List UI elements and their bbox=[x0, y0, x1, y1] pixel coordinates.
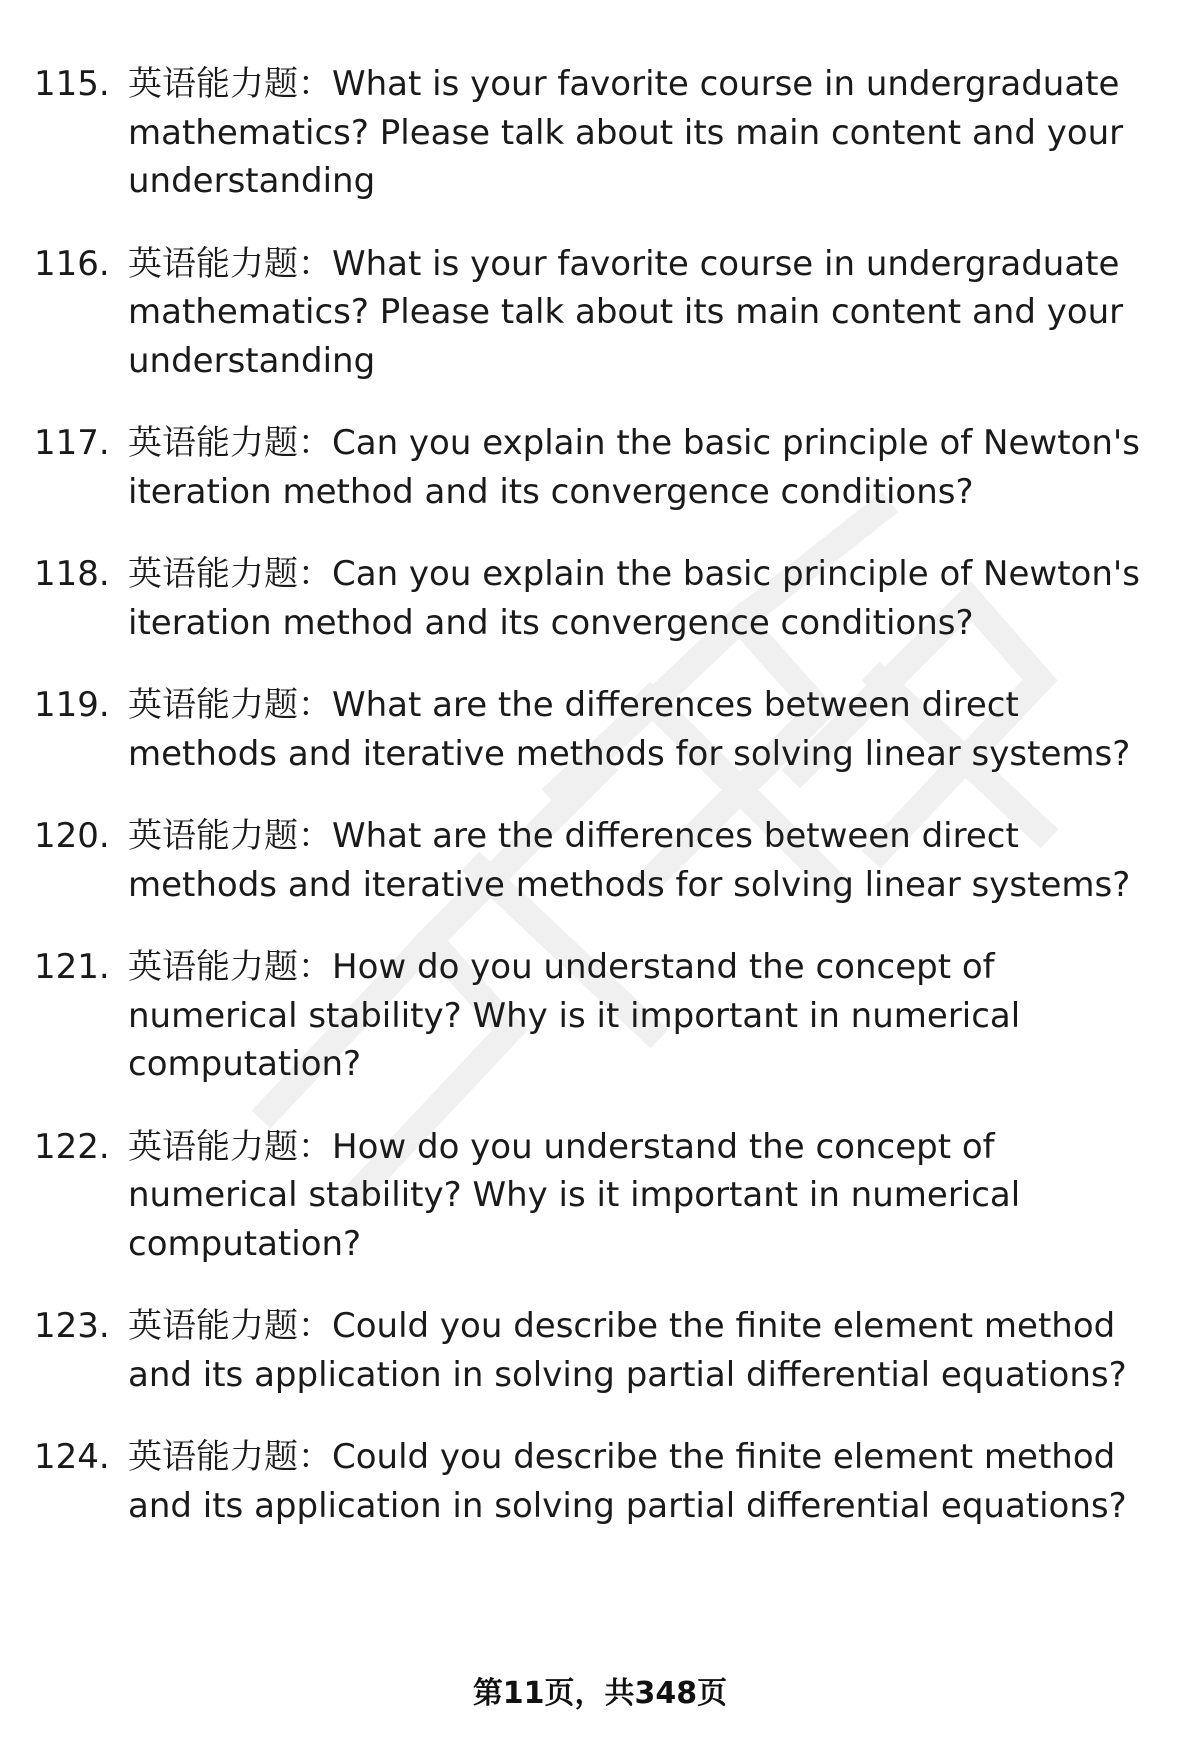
question-text: 英语能力题：What are the differences between direct methods and iterative methods for solving linear systems? bbox=[128, 816, 1131, 905]
question-number: 115. bbox=[34, 64, 110, 104]
question-text: 英语能力题：Could you describe the finite element method and its application in solving partial differential equations? bbox=[128, 1437, 1127, 1526]
question-item bbox=[34, 681, 1174, 778]
question-number: 117. bbox=[34, 423, 110, 463]
question-number: 124. bbox=[34, 1437, 110, 1477]
question-text: 英语能力题：Could you describe the finite element method and its application in solving partial differential equations? bbox=[128, 1306, 1127, 1395]
question-number: 121. bbox=[34, 947, 110, 987]
question-item bbox=[34, 1302, 1174, 1399]
question-text: 英语能力题：What is your favorite course in undergraduate mathematics? Please talk about its main content and your understanding bbox=[128, 243, 1124, 381]
question-text: 英语能力题：How do you understand the concept of numerical stability? Why is it important in numerical computation? bbox=[128, 1126, 1021, 1264]
question-text: 英语能力题：What is your favorite course in undergraduate mathematics? Please talk about its main content and your understanding bbox=[128, 64, 1124, 201]
question-number: 116. bbox=[34, 243, 110, 284]
question-item bbox=[34, 60, 1174, 206]
question-number: 118. bbox=[34, 554, 110, 594]
question-number: 123. bbox=[34, 1306, 110, 1346]
question-list bbox=[34, 60, 1174, 1564]
question-item bbox=[34, 419, 1174, 516]
question-number: 120. bbox=[34, 816, 110, 856]
question-item bbox=[34, 1433, 1174, 1530]
question-text: 英语能力题：What are the differences between direct methods and iterative methods for solving linear systems? bbox=[128, 685, 1131, 774]
question-text: 英语能力题：Can you explain the basic principle of Newton's iteration method and its convergence conditions? bbox=[128, 554, 1140, 643]
question-item bbox=[34, 1123, 1174, 1269]
question-item bbox=[34, 943, 1174, 1089]
question-item bbox=[34, 240, 1174, 386]
question-number: 119. bbox=[34, 685, 110, 725]
question-text: 英语能力题：Can you explain the basic principle of Newton's iteration method and its convergence conditions? bbox=[128, 423, 1140, 512]
question-item bbox=[34, 812, 1174, 909]
page-footer: 第11页，共348页 bbox=[472, 1676, 728, 1711]
question-item bbox=[34, 550, 1174, 647]
question-number: 122. bbox=[34, 1126, 110, 1167]
question-text: 英语能力题：How do you understand the concept of numerical stability? Why is it important in numerical computation? bbox=[128, 947, 1021, 1084]
